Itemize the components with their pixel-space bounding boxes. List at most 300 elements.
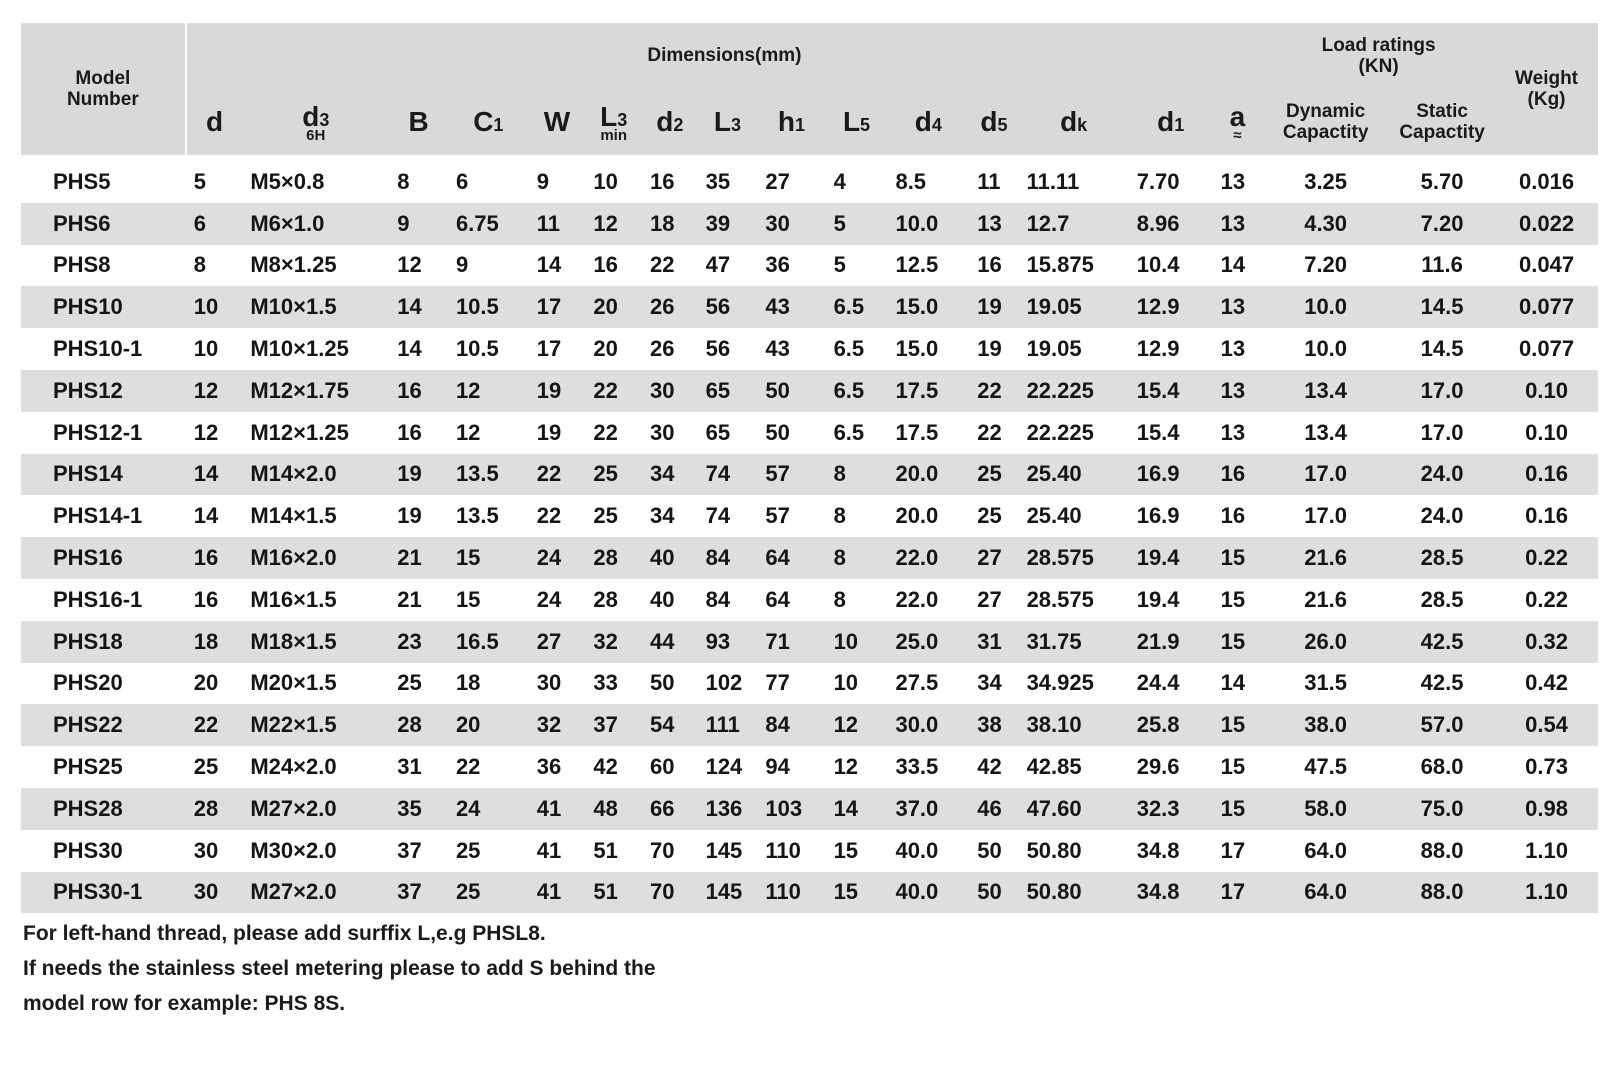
cell-weight: 0.077 [1519, 336, 1575, 362]
cell-b: 23 [389, 621, 448, 663]
cell-d4: 17.5 [895, 419, 939, 445]
cell-h1: 36 [765, 252, 790, 278]
cell-d: 22 [186, 704, 243, 746]
cell-w: 36 [536, 754, 562, 780]
cell-weight: 0.73 [1525, 754, 1568, 780]
cell-model: PHS16-1 [53, 586, 143, 612]
weight-header: Weight (Kg) [1495, 23, 1598, 158]
cell-d5: 25 [969, 454, 1018, 496]
cell-d4: 8.5 [887, 158, 969, 203]
cell-d1: 12.9 [1136, 336, 1180, 362]
cell-d3: M18×1.5 [242, 621, 389, 663]
cell-l3-min: 25 [585, 454, 642, 496]
table-row [21, 203, 1598, 245]
cell-d: 14 [186, 454, 243, 496]
cell-dynamic-capacity: 10.0 [1304, 336, 1348, 362]
cell-model: PHS12-1 [53, 419, 143, 445]
cell-c1: 10.5 [448, 286, 529, 328]
cell-d5: 38 [969, 704, 1018, 746]
cell-model: PHS8 [53, 252, 111, 278]
cell-h1: 43 [757, 286, 825, 328]
cell-l3-min: 20 [585, 286, 642, 328]
cell-l3: 136 [698, 788, 758, 830]
cell-static-capacity: 88.0 [1420, 837, 1464, 863]
cell-d2: 44 [642, 621, 698, 663]
cell-dk: 15.875 [1026, 252, 1094, 278]
cell-d2: 50 [649, 670, 675, 696]
cell-h1: 30 [757, 203, 825, 245]
table-row [21, 495, 1598, 537]
cell-l5: 15 [826, 872, 888, 914]
table-row [21, 245, 1598, 287]
cell-dynamic-capacity: 17.0 [1304, 503, 1348, 529]
cell-model: PHS10-1 [53, 336, 143, 362]
model-number-header: Model Number [21, 23, 186, 158]
cell-model: PHS18 [21, 621, 186, 663]
cell-static-capacity: 28.5 [1420, 586, 1464, 612]
cell-c1: 12 [448, 370, 529, 412]
cell-d: 6 [186, 203, 243, 245]
cell-c1: 9 [455, 252, 469, 278]
cell-c1: 15 [455, 586, 481, 612]
cell-static-capacity: 11.6 [1421, 252, 1463, 278]
cell-l3-min: 16 [593, 252, 618, 278]
cell-a: 13 [1213, 286, 1263, 328]
cell-d: 10 [193, 336, 219, 362]
cell-w: 24 [529, 537, 586, 579]
cell-d4: 17.5 [887, 370, 969, 412]
cell-a: 16 [1220, 503, 1246, 529]
cell-l3-min: 28 [593, 586, 618, 612]
cell-c1: 13.5 [448, 454, 529, 496]
cell-d2: 60 [649, 754, 675, 780]
cell-d5: 19 [969, 286, 1018, 328]
cell-d3: M24×2.0 [250, 754, 337, 780]
cell-a: 13 [1220, 419, 1246, 445]
cell-d4: 22.0 [895, 586, 939, 612]
cell-model: PHS10 [21, 286, 186, 328]
cell-l3-min: 32 [585, 621, 642, 663]
cell-static-capacity: 7.20 [1389, 203, 1495, 245]
cell-static-capacity: 57.0 [1389, 704, 1495, 746]
cell-d5: 13 [969, 203, 1018, 245]
cell-a: 15 [1213, 537, 1263, 579]
note-left-hand-thread: For left-hand thread, please add surffix L,e.g PHSL8. [23, 922, 546, 945]
cell-dynamic-capacity: 47.5 [1304, 754, 1348, 780]
cell-dk: 11.11 [1019, 158, 1129, 203]
cell-model: PHS5 [21, 158, 186, 203]
cell-c1: 16.5 [448, 621, 529, 663]
cell-d5: 42 [977, 754, 1002, 780]
cell-a: 14 [1220, 252, 1246, 278]
cell-d: 12 [186, 370, 243, 412]
cell-l3: 111 [698, 704, 758, 746]
cell-b: 16 [397, 419, 422, 445]
cell-l5: 8 [833, 586, 846, 612]
cell-l3: 56 [705, 336, 731, 362]
table-row [21, 454, 1598, 496]
cell-l3: 65 [705, 419, 731, 445]
cell-dk: 38.10 [1019, 704, 1129, 746]
table-row [21, 830, 1598, 872]
cell-model: PHS6 [21, 203, 186, 245]
cell-a: 13 [1213, 203, 1263, 245]
cell-d: 14 [193, 503, 219, 529]
cell-static-capacity: 42.5 [1389, 621, 1495, 663]
cell-weight: 0.077 [1495, 286, 1598, 328]
cell-l5: 14 [826, 788, 888, 830]
cell-dynamic-capacity: 26.0 [1262, 621, 1389, 663]
cell-weight: 0.10 [1495, 370, 1598, 412]
cell-weight: 0.32 [1495, 621, 1598, 663]
cell-d2: 54 [642, 704, 698, 746]
cell-l3-min: 12 [585, 203, 642, 245]
cell-b: 19 [397, 503, 422, 529]
cell-static-capacity: 24.0 [1389, 454, 1495, 496]
cell-h1: 77 [765, 670, 790, 696]
cell-d2: 70 [649, 837, 675, 863]
cell-weight: 0.16 [1525, 503, 1568, 529]
col-header-d2: d2 [642, 89, 698, 158]
cell-l3: 39 [698, 203, 758, 245]
cell-dynamic-capacity: 64.0 [1304, 837, 1348, 863]
cell-w: 24 [536, 586, 562, 612]
cell-dk: 34.925 [1026, 670, 1094, 696]
cell-d2: 26 [649, 336, 675, 362]
cell-d4: 15.0 [895, 336, 939, 362]
cell-w: 11 [529, 203, 586, 245]
cell-l3-min: 28 [585, 537, 642, 579]
table-row [21, 788, 1598, 830]
cell-dk: 25.40 [1019, 454, 1129, 496]
cell-l3-min: 51 [593, 837, 618, 863]
cell-static-capacity: 17.0 [1389, 370, 1495, 412]
cell-d4: 40.0 [887, 872, 969, 914]
table-row [21, 872, 1598, 914]
cell-d3: M27×2.0 [242, 788, 389, 830]
cell-d5: 46 [969, 788, 1018, 830]
col-header-dk: dk [1019, 89, 1129, 158]
cell-l3-min: 10 [585, 158, 642, 203]
cell-l5: 8 [826, 454, 888, 496]
cell-d5: 19 [977, 336, 1002, 362]
note-stainless-line-2: model row for example: PHS 8S. [23, 992, 346, 1015]
cell-h1: 50 [757, 370, 825, 412]
table-row [21, 579, 1598, 621]
cell-d4: 10.0 [887, 203, 969, 245]
cell-d1: 16.9 [1129, 454, 1213, 496]
cell-l5: 6.5 [826, 370, 888, 412]
cell-l3-min: 37 [585, 704, 642, 746]
cell-l3: 65 [698, 370, 758, 412]
cell-d: 8 [193, 252, 206, 278]
cell-w: 32 [529, 704, 586, 746]
cell-dynamic-capacity: 13.4 [1304, 419, 1348, 445]
col-header-d5: d5 [969, 89, 1018, 158]
col-header-h1: h1 [757, 89, 825, 158]
cell-b: 31 [397, 754, 422, 780]
cell-d: 5 [186, 158, 243, 203]
cell-d3: M12×1.75 [242, 370, 389, 412]
cell-d2: 34 [642, 454, 698, 496]
cell-l3: 145 [698, 872, 758, 914]
cell-a: 17 [1213, 872, 1263, 914]
table-row [21, 746, 1598, 788]
cell-weight: 0.16 [1495, 454, 1598, 496]
cell-c1: 13.5 [455, 503, 499, 529]
cell-l3-min: 48 [585, 788, 642, 830]
cell-c1: 6 [448, 158, 529, 203]
cell-l5: 6.5 [833, 336, 865, 362]
col-header-l3: L3 [698, 89, 758, 158]
cell-static-capacity: 14.5 [1389, 286, 1495, 328]
cell-b: 21 [397, 586, 422, 612]
cell-d5: 27 [969, 537, 1018, 579]
cell-l3: 124 [705, 754, 743, 780]
cell-d1: 29.6 [1136, 754, 1180, 780]
cell-h1: 110 [765, 837, 801, 863]
cell-dk: 31.75 [1019, 621, 1129, 663]
cell-d5: 50 [977, 837, 1002, 863]
cell-d4: 40.0 [895, 837, 939, 863]
cell-weight: 0.54 [1495, 704, 1598, 746]
note-stainless-line-1: If needs the stainless steel metering please to add S behind the [23, 957, 656, 980]
cell-l3-min: 51 [585, 872, 642, 914]
cell-h1: 27 [757, 158, 825, 203]
cell-dynamic-capacity: 4.30 [1262, 203, 1389, 245]
cell-dk: 50.80 [1019, 872, 1129, 914]
cell-c1: 6.75 [448, 203, 529, 245]
cell-dk: 25.40 [1026, 503, 1082, 529]
cell-dynamic-capacity: 31.5 [1304, 670, 1348, 696]
cell-c1: 18 [455, 670, 481, 696]
cell-c1: 10.5 [455, 336, 499, 362]
cell-d3: M14×2.0 [242, 454, 389, 496]
col-header-l5: L5 [826, 89, 888, 158]
cell-weight: 1.10 [1495, 872, 1598, 914]
cell-l3: 145 [705, 837, 743, 863]
cell-weight: 0.016 [1495, 158, 1598, 203]
cell-static-capacity: 75.0 [1389, 788, 1495, 830]
cell-model: PHS14-1 [53, 503, 143, 529]
cell-b: 19 [389, 454, 448, 496]
cell-w: 41 [529, 872, 586, 914]
cell-a: 15 [1213, 704, 1263, 746]
cell-d3: M16×1.5 [250, 586, 337, 612]
cell-static-capacity: 5.70 [1389, 158, 1495, 203]
cell-d: 16 [186, 537, 243, 579]
cell-static-capacity: 24.0 [1420, 503, 1464, 529]
col-header-b: B [389, 89, 448, 158]
cell-d2: 30 [642, 370, 698, 412]
cell-a: 14 [1220, 670, 1246, 696]
cell-d3: M6×1.0 [242, 203, 389, 245]
cell-d3: M12×1.25 [250, 419, 349, 445]
cell-c1: 22 [455, 754, 481, 780]
cell-dynamic-capacity: 10.0 [1262, 286, 1389, 328]
cell-w: 17 [529, 286, 586, 328]
cell-l3-min: 22 [593, 419, 618, 445]
cell-weight: 0.022 [1495, 203, 1598, 245]
spec-table [21, 23, 1598, 913]
cell-static-capacity: 17.0 [1420, 419, 1464, 445]
cell-model: PHS14 [21, 454, 186, 496]
cell-dynamic-capacity: 17.0 [1262, 454, 1389, 496]
cell-d4: 25.0 [887, 621, 969, 663]
table-row [21, 537, 1598, 579]
cell-d3: M14×1.5 [250, 503, 337, 529]
cell-w: 41 [529, 788, 586, 830]
cell-model: PHS16 [21, 537, 186, 579]
cell-model: PHS12 [21, 370, 186, 412]
cell-h1: 57 [757, 454, 825, 496]
cell-w: 19 [529, 370, 586, 412]
cell-d3: M10×1.5 [242, 286, 389, 328]
cell-d3: M20×1.5 [250, 670, 337, 696]
cell-l3: 35 [698, 158, 758, 203]
table-row [21, 621, 1598, 663]
cell-l3: 47 [705, 252, 731, 278]
cell-model: PHS25 [53, 754, 123, 780]
cell-a: 16 [1213, 454, 1263, 496]
cell-d5: 34 [977, 670, 1002, 696]
cell-weight: 1.10 [1525, 837, 1568, 863]
cell-d4: 27.5 [895, 670, 939, 696]
cell-c1: 25 [448, 872, 529, 914]
cell-weight: 0.047 [1519, 252, 1575, 278]
cell-l5: 10 [833, 670, 859, 696]
cell-static-capacity: 14.5 [1420, 336, 1464, 362]
cell-d3: M5×0.8 [242, 158, 389, 203]
table-row [21, 704, 1598, 746]
cell-h1: 110 [757, 872, 825, 914]
cell-d4: 30.0 [887, 704, 969, 746]
cell-dk: 50.80 [1026, 837, 1082, 863]
cell-d5: 25 [977, 503, 1002, 529]
table-body [21, 158, 1598, 913]
cell-d5: 11 [969, 158, 1018, 203]
dimensions-header: Dimensions(mm) [186, 23, 1262, 89]
cell-l3-min: 22 [585, 370, 642, 412]
cell-b: 16 [389, 370, 448, 412]
cell-d: 20 [193, 670, 219, 696]
cell-b: 9 [389, 203, 448, 245]
cell-d1: 8.96 [1129, 203, 1213, 245]
col-header-w: W [529, 89, 586, 158]
cell-d1: 24.4 [1136, 670, 1180, 696]
cell-l5: 5 [826, 203, 888, 245]
cell-dynamic-capacity: 21.6 [1304, 586, 1348, 612]
cell-d2: 22 [649, 252, 675, 278]
cell-a: 17 [1220, 837, 1246, 863]
cell-b: 35 [389, 788, 448, 830]
cell-dynamic-capacity: 7.20 [1304, 252, 1348, 278]
load-ratings-header: Load ratings (KN) [1262, 23, 1495, 89]
cell-h1: 50 [765, 419, 790, 445]
cell-dk: 22.225 [1026, 419, 1094, 445]
cell-a: 15 [1220, 586, 1246, 612]
cell-d: 25 [193, 754, 219, 780]
col-header-a: a ≈ [1213, 89, 1263, 158]
cell-d5: 22 [977, 419, 1002, 445]
cell-d5: 50 [969, 872, 1018, 914]
cell-d1: 32.3 [1129, 788, 1213, 830]
cell-d1: 34.8 [1136, 837, 1180, 863]
cell-w: 22 [529, 454, 586, 496]
cell-dk: 19.05 [1019, 286, 1129, 328]
cell-h1: 84 [757, 704, 825, 746]
cell-d1: 12.9 [1129, 286, 1213, 328]
cell-l3: 74 [705, 503, 731, 529]
cell-l5: 15 [833, 837, 859, 863]
cell-d1: 16.9 [1136, 503, 1180, 529]
cell-dk: 28.575 [1026, 586, 1094, 612]
cell-d3: M22×1.5 [242, 704, 389, 746]
cell-static-capacity: 68.0 [1420, 754, 1464, 780]
cell-dk: 47.60 [1019, 788, 1129, 830]
cell-dynamic-capacity: 3.25 [1262, 158, 1389, 203]
cell-d5: 16 [977, 252, 1002, 278]
cell-b: 37 [389, 872, 448, 914]
cell-weight: 0.10 [1525, 419, 1568, 445]
col-header-d4: d4 [887, 89, 969, 158]
col-header-l3-min: L3 min [585, 89, 642, 158]
cell-model: PHS22 [21, 704, 186, 746]
cell-d3: M10×1.25 [250, 336, 349, 362]
cell-l3: 84 [698, 537, 758, 579]
cell-d1: 21.9 [1129, 621, 1213, 663]
cell-dynamic-capacity: 13.4 [1262, 370, 1389, 412]
header-row-columns [21, 89, 1598, 158]
cell-l3: 56 [698, 286, 758, 328]
cell-d2: 70 [642, 872, 698, 914]
cell-c1: 12 [455, 419, 481, 445]
cell-d5: 31 [969, 621, 1018, 663]
cell-d: 12 [193, 419, 219, 445]
cell-dk: 12.7 [1019, 203, 1129, 245]
cell-d5: 22 [969, 370, 1018, 412]
cell-l3-min: 20 [593, 336, 618, 362]
cell-static-capacity: 28.5 [1389, 537, 1495, 579]
cell-d4: 20.0 [887, 454, 969, 496]
col-header-static-capacity: Static Capactity [1389, 89, 1495, 158]
cell-d2: 66 [642, 788, 698, 830]
cell-c1: 25 [455, 837, 481, 863]
cell-d1: 19.4 [1129, 537, 1213, 579]
cell-w: 17 [536, 336, 562, 362]
cell-d3: M27×2.0 [242, 872, 389, 914]
cell-d2: 40 [642, 537, 698, 579]
cell-dk: 42.85 [1026, 754, 1082, 780]
cell-l5: 6.5 [826, 286, 888, 328]
cell-h1: 43 [765, 336, 790, 362]
cell-model: PHS28 [21, 788, 186, 830]
cell-a: 15 [1213, 788, 1263, 830]
cell-l5: 6.5 [833, 419, 865, 445]
cell-l3-min: 33 [593, 670, 618, 696]
cell-w: 19 [536, 419, 562, 445]
cell-d3: M8×1.25 [250, 252, 337, 278]
table-row [21, 412, 1598, 454]
cell-d4: 22.0 [887, 537, 969, 579]
cell-l3: 84 [705, 586, 731, 612]
cell-a: 13 [1213, 370, 1263, 412]
cell-model: PHS30 [53, 837, 123, 863]
cell-l5: 12 [833, 754, 859, 780]
cell-d2: 18 [642, 203, 698, 245]
cell-d2: 26 [642, 286, 698, 328]
cell-l3: 74 [698, 454, 758, 496]
